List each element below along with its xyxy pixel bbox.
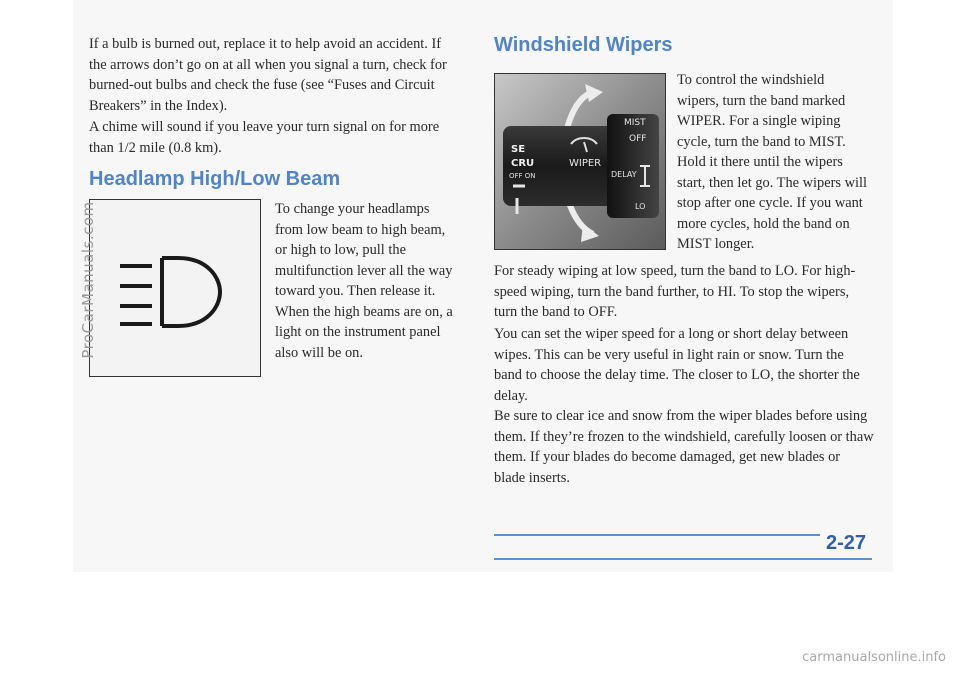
photo-label-delay: DELAY — [611, 170, 637, 179]
photo-label-off: OFF — [629, 134, 647, 144]
wipers-intro-paragraph: To control the windshield wipers, turn the band marked WIPER. For a single wiping cycle, turn the band to MIST. Hold it there until the wipers start, then let go. The wipers will stop after one cycle. If you want more cycles, hold the band on MIST longer. — [677, 72, 867, 252]
high-beam-icon — [90, 200, 260, 376]
photo-label-off-on: OFF ON — [509, 172, 536, 180]
photo-label-cru: CRU — [511, 158, 535, 169]
delay-paragraph: You can set the wiper speed for a long or short delay between wipes. This can be very useful in light rain or snow. Turn the band to choose the delay time. The closer to LO, the shorter the delay. — [494, 326, 860, 404]
footer-rule-top — [494, 534, 820, 536]
bottom-watermark: carmanualsonline.info — [802, 650, 946, 665]
page-number: 2-27 — [826, 532, 867, 554]
photo-label-lo: LO — [635, 202, 646, 211]
headlamp-paragraph: To change your headlamps from low beam to high beam, or high to low, pull the multifunction lever all the way toward you. Then release it. When the high beams are on, a light on the instrument panel also will be on. — [275, 201, 453, 361]
wiper-control-photo — [494, 73, 666, 250]
photo-label-se: SE — [511, 144, 526, 155]
photo-label-wiper: WIPER — [569, 158, 602, 169]
photo-label-mist: MIST — [624, 118, 646, 128]
bulb-paragraph: If a bulb is burned out, replace it to help avoid an accident. If the arrows don’t go on at all when you signal a turn, check for burned-out bulbs and check the fuse (see “Fuses and Circuit Breakers” in the Index). — [89, 36, 447, 114]
side-watermark: ProCarManuals.com — [79, 201, 97, 359]
clear-blades-paragraph: Be sure to clear ice and snow from the wiper blades before using them. If they’re frozen to the windshield, carefully loosen or thaw them. If your blades do become damaged, get new blades or blade inserts. — [494, 408, 874, 486]
headlamp-heading: Headlamp High/Low Beam — [89, 168, 341, 190]
wipers-heading: Windshield Wipers — [494, 34, 673, 56]
steady-wiping-paragraph: For steady wiping at low speed, turn the band to LO. For high-speed wiping, turn the band further, to HI. To stop the wipers, turn the band to OFF. — [494, 263, 856, 320]
headlamp-illustration — [89, 199, 261, 377]
footer-rule-bottom — [494, 558, 872, 560]
chime-paragraph: A chime will sound if you leave your turn signal on for more than 1/2 mile (0.8 km). — [89, 119, 440, 156]
